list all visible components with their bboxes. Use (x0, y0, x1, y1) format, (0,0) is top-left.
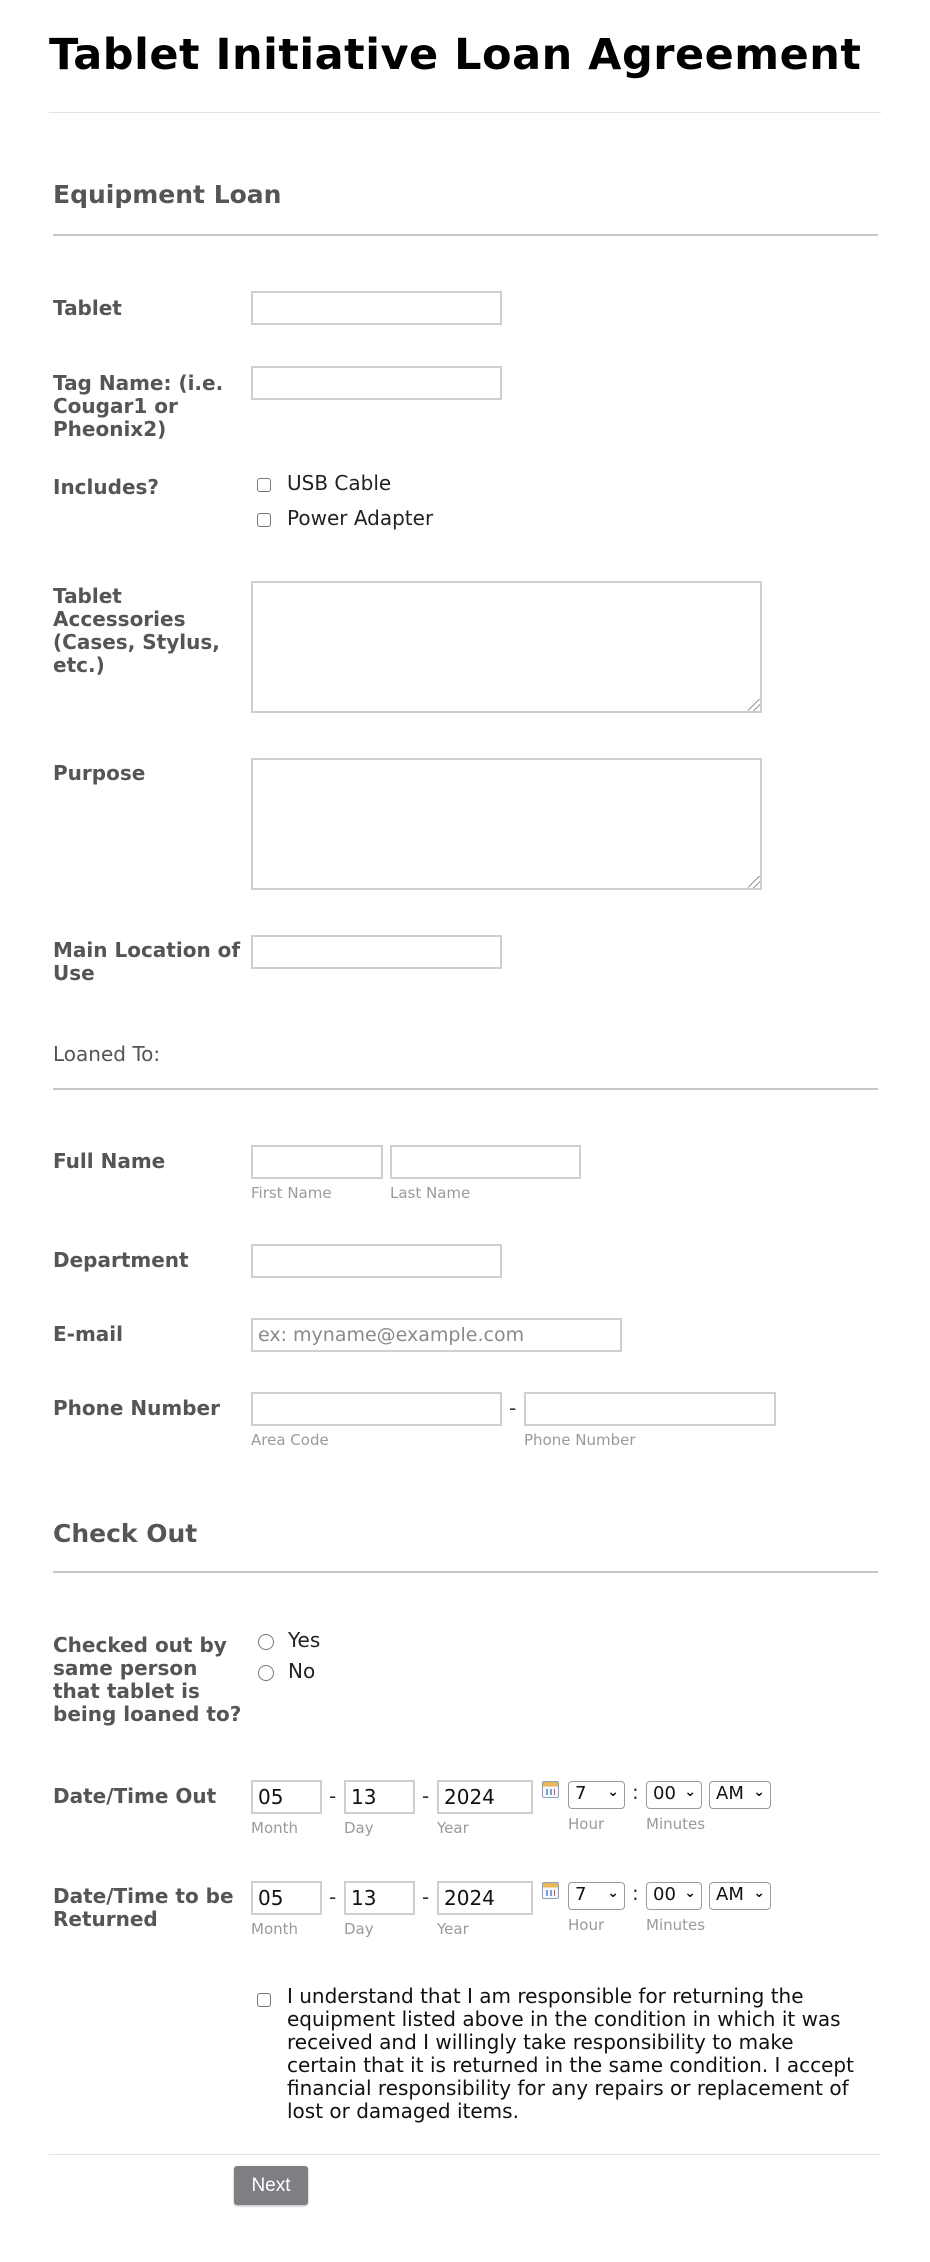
month-input[interactable]: 05 (251, 1780, 322, 1814)
checkout-divider (53, 1571, 878, 1573)
tablet-input[interactable] (251, 291, 502, 325)
phone-number-sublabel: Phone Number (524, 1431, 636, 1449)
last-name-input[interactable] (390, 1145, 581, 1179)
resize-grip-icon[interactable] (748, 699, 760, 711)
chevron-down-icon: ⌄ (607, 1885, 619, 1901)
section-heading-loaned-to: Loaned To: (53, 1042, 161, 1066)
date-dash: - (422, 1784, 430, 1808)
minutes-sublabel: Minutes (646, 1815, 706, 1833)
area-code-input[interactable] (251, 1392, 502, 1426)
yes-option-label: Yes (288, 1628, 321, 1652)
hour-value: 7 (575, 1783, 587, 1804)
email-input[interactable] (251, 1318, 622, 1352)
year-sublabel: Year (437, 1920, 469, 1938)
usb-cable-checkbox[interactable] (257, 478, 271, 492)
month-sublabel: Month (251, 1819, 299, 1837)
usb-cable-option-label: USB Cable (287, 471, 392, 495)
accessories-label: Tablet Accessories (Cases, Stylus, etc.) (53, 584, 220, 677)
tablet-label: Tablet (53, 296, 122, 320)
return-hour-select[interactable] (568, 1882, 625, 1910)
first-name-input[interactable] (251, 1145, 383, 1179)
time-colon: : (632, 1780, 639, 1804)
return-ampm-select[interactable] (709, 1882, 771, 1910)
agreement-text: I understand that I am responsible for returning the equipment listed above in the condition in which it was received and I willingly take responsibility to make certain that it is returned in the same condition. I accept financial responsibility for any repairs or replacement of lost or damaged items. (287, 1984, 854, 2123)
section-heading-check-out: Check Out (53, 1519, 198, 1548)
hour-value: 7 (575, 1884, 587, 1905)
no-radio[interactable] (258, 1665, 274, 1681)
time-colon: : (632, 1881, 639, 1905)
chevron-down-icon: ⌄ (607, 1784, 619, 1800)
phone-label: Phone Number (53, 1396, 220, 1420)
area-code-sublabel: Area Code (251, 1431, 329, 1449)
power-adapter-checkbox[interactable] (257, 513, 271, 527)
month-sublabel: Month (251, 1920, 299, 1938)
date-time-out-label: Date/Time Out (53, 1784, 217, 1808)
calendar-icon[interactable] (542, 1882, 559, 1899)
department-label: Department (53, 1248, 189, 1272)
yes-radio[interactable] (258, 1634, 274, 1650)
hour-sublabel: Hour (568, 1815, 605, 1833)
includes-label: Includes? (53, 475, 160, 499)
tag-name-input[interactable] (251, 366, 502, 400)
day-input[interactable]: 13 (344, 1780, 415, 1814)
date-dash: - (422, 1885, 430, 1909)
day-sublabel: Day (344, 1920, 374, 1938)
minutes-sublabel: Minutes (646, 1916, 706, 1934)
date-dash: - (329, 1885, 337, 1909)
day-sublabel: Day (344, 1819, 374, 1837)
loaned-divider (53, 1088, 878, 1090)
return-minutes-select[interactable] (646, 1882, 702, 1910)
purpose-label: Purpose (53, 761, 146, 785)
equipment-divider (53, 234, 878, 236)
form-title: Tablet Initiative Loan Agreement (49, 30, 862, 80)
chevron-down-icon: ⌄ (684, 1885, 696, 1901)
date-dash: - (329, 1784, 337, 1808)
first-name-sublabel: First Name (251, 1184, 332, 1202)
email-label: E-mail (53, 1322, 124, 1346)
department-input[interactable] (251, 1244, 502, 1278)
year-input[interactable]: 2024 (437, 1780, 533, 1814)
minutes-select[interactable] (646, 1781, 702, 1809)
minutes-value: 00 (653, 1884, 676, 1905)
location-label: Main Location of Use (53, 938, 241, 985)
year-sublabel: Year (437, 1819, 469, 1837)
ampm-value: AM (716, 1884, 744, 1905)
location-input[interactable] (251, 935, 502, 969)
ampm-select[interactable] (709, 1781, 771, 1809)
footer-divider (49, 2154, 881, 2155)
full-name-label: Full Name (53, 1149, 166, 1173)
return-day-input[interactable]: 13 (344, 1881, 415, 1915)
hour-select[interactable] (568, 1781, 625, 1809)
section-heading-equipment: Equipment Loan (53, 180, 282, 209)
return-month-input[interactable]: 05 (251, 1881, 322, 1915)
next-button[interactable]: Next (234, 2166, 308, 2205)
tag-name-label: Tag Name: (i.e. Cougar1 or Pheonix2) (53, 371, 224, 441)
resize-grip-icon[interactable] (748, 876, 760, 888)
calendar-icon[interactable] (542, 1781, 559, 1798)
agreement-checkbox[interactable] (257, 1993, 271, 2007)
date-time-return-label: Date/Time to be Returned (53, 1884, 234, 1931)
power-adapter-option-label: Power Adapter (287, 506, 434, 530)
last-name-sublabel: Last Name (390, 1184, 471, 1202)
accessories-textarea[interactable] (251, 581, 762, 713)
title-divider (49, 112, 881, 113)
ampm-value: AM (716, 1783, 744, 1804)
chevron-down-icon: ⌄ (684, 1784, 696, 1800)
purpose-textarea[interactable] (251, 758, 762, 890)
chevron-down-icon: ⌄ (753, 1885, 765, 1901)
chevron-down-icon: ⌄ (753, 1784, 765, 1800)
same-person-label: Checked out by same person that tablet is being loaned to? (53, 1633, 242, 1726)
no-option-label: No (288, 1659, 316, 1683)
phone-number-input[interactable] (524, 1392, 776, 1426)
hour-sublabel: Hour (568, 1916, 605, 1934)
minutes-value: 00 (653, 1783, 676, 1804)
phone-dash: - (509, 1396, 517, 1420)
return-year-input[interactable]: 2024 (437, 1881, 533, 1915)
